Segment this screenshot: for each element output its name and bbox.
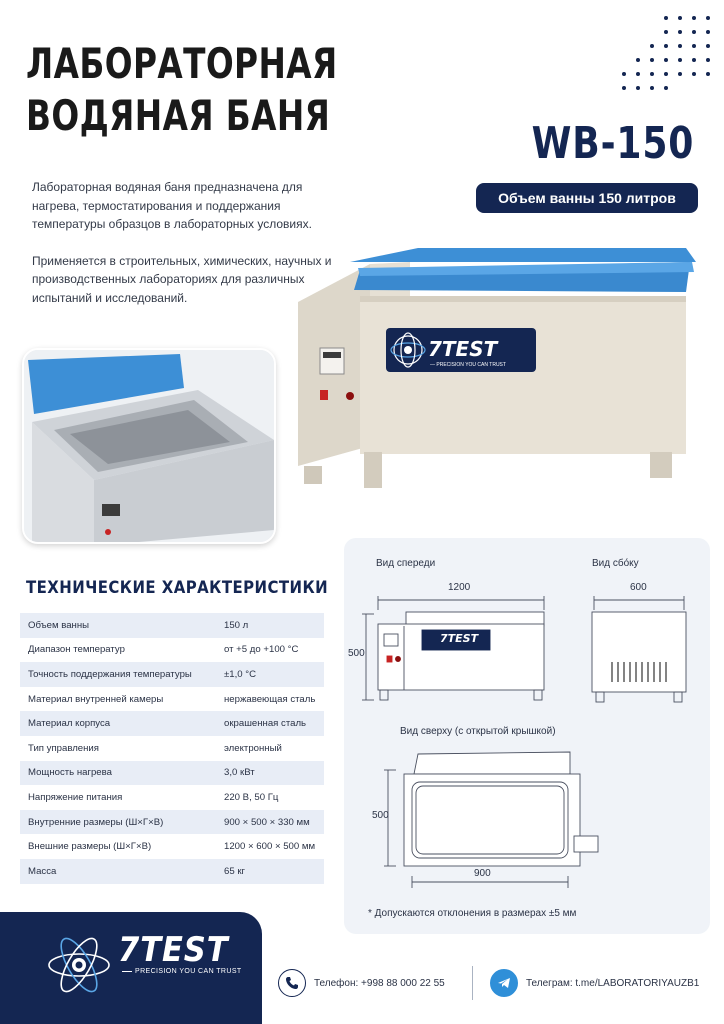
footer-tagline: PRECISION YOU CAN TRUST [122,968,242,975]
spec-value: электронный [224,742,282,754]
telegram-contact[interactable] [490,968,699,998]
spec-key: Точность поддержания температуры [28,668,192,680]
spec-key: Внешние размеры (Ш×Г×В) [28,841,152,853]
side-width-dim: 600 [630,582,647,593]
phone-text: Телефон: +998 88 000 22 55 [314,977,445,989]
front-view-label: Вид спереди [376,558,436,569]
front-height-dim: 500 [348,648,365,659]
spec-value: 150 л [224,619,249,631]
spec-row [20,711,324,736]
intro-paragraph-2: Применяется в строительных, химических, научных и производственных лабораториях для различных испытаний и исследований. [32,253,332,305]
spec-row [20,638,324,663]
spec-key: Масса [28,865,57,877]
spec-row [20,687,324,712]
side-view-label: Вид сбо́ку [592,558,639,569]
model-name: WB-150 [531,118,694,169]
intro-paragraph-1: Лабораторная водяная баня предназначена для нагрева, термостатирования и поддержания температуры образцов в лабораторных условиях. [32,180,312,231]
spec-value: 1200 × 600 × 500 мм [224,841,316,853]
spec-value: 900 × 500 × 330 мм [224,816,310,828]
spec-value: ±1,0 °C [224,668,257,680]
top-width-dim: 900 [474,868,491,879]
spec-key: Диапазон температур [28,644,125,656]
specs-title: ТЕХНИЧЕСКИЕ ХАРАКТЕРИСТИКИ [26,578,329,598]
spec-key: Объем ванны [28,619,90,631]
spec-row [20,834,324,859]
phone-contact[interactable] [278,968,445,998]
spec-row [20,662,324,687]
spec-row [20,613,324,638]
footer-brand: 7TEST [118,930,229,970]
spec-key: Внутренние размеры (Ш×Г×В) [28,816,164,828]
spec-value: окрашенная сталь [224,718,307,730]
page-title [26,38,338,142]
dot-grid-decoration [620,12,720,102]
contact-divider [472,966,473,1000]
front-width-dim: 1200 [448,582,471,593]
top-depth-dim: 500 [372,810,389,821]
spec-value: 3,0 кВт [224,767,255,779]
phone-icon [278,969,306,997]
technical-drawings [344,538,710,934]
spec-key: Мощность нагрева [28,767,112,779]
tolerance-note: * Допускаются отклонения в размерах ±5 мм [368,908,577,919]
spec-value: 220 В, 50 Гц [224,791,279,803]
specs-table [20,613,324,884]
title-line-1: ЛАБОРАТОРНАЯ [26,39,338,88]
spec-key: Материал корпуса [28,718,111,730]
product-logo-tagline: — PRECISION YOU CAN TRUST [430,362,506,368]
spec-row [20,761,324,786]
spec-row [20,736,324,761]
telegram-text: Телеграм: t.me/LABORATORIYAUZB1 [526,977,700,989]
volume-badge: Объем ванны 150 литров [476,183,698,213]
drawing-logo-brand: 7TEST [440,632,479,645]
spec-value: 65 кг [224,865,246,877]
atom-logo-icon [44,930,114,1000]
intro-text [32,178,332,307]
top-view-label: Вид сверху (с открытой крышкой) [400,726,556,737]
spec-row [20,785,324,810]
spec-key: Материал внутренней камеры [28,693,164,705]
product-logo-brand: 7TEST [428,337,498,361]
spec-row [20,810,324,835]
spec-row [20,859,324,884]
spec-value: нержавеющая сталь [224,693,316,705]
open-bath-illustration [24,350,276,544]
spec-value: от +5 до +100 °C [224,644,299,656]
telegram-icon [490,969,518,997]
title-line-2: ВОДЯНАЯ БАНЯ [26,91,331,140]
spec-key: Напряжение питания [28,791,123,803]
product-photo [290,240,710,490]
inset-photo [22,348,276,544]
spec-key: Тип управления [28,742,99,754]
